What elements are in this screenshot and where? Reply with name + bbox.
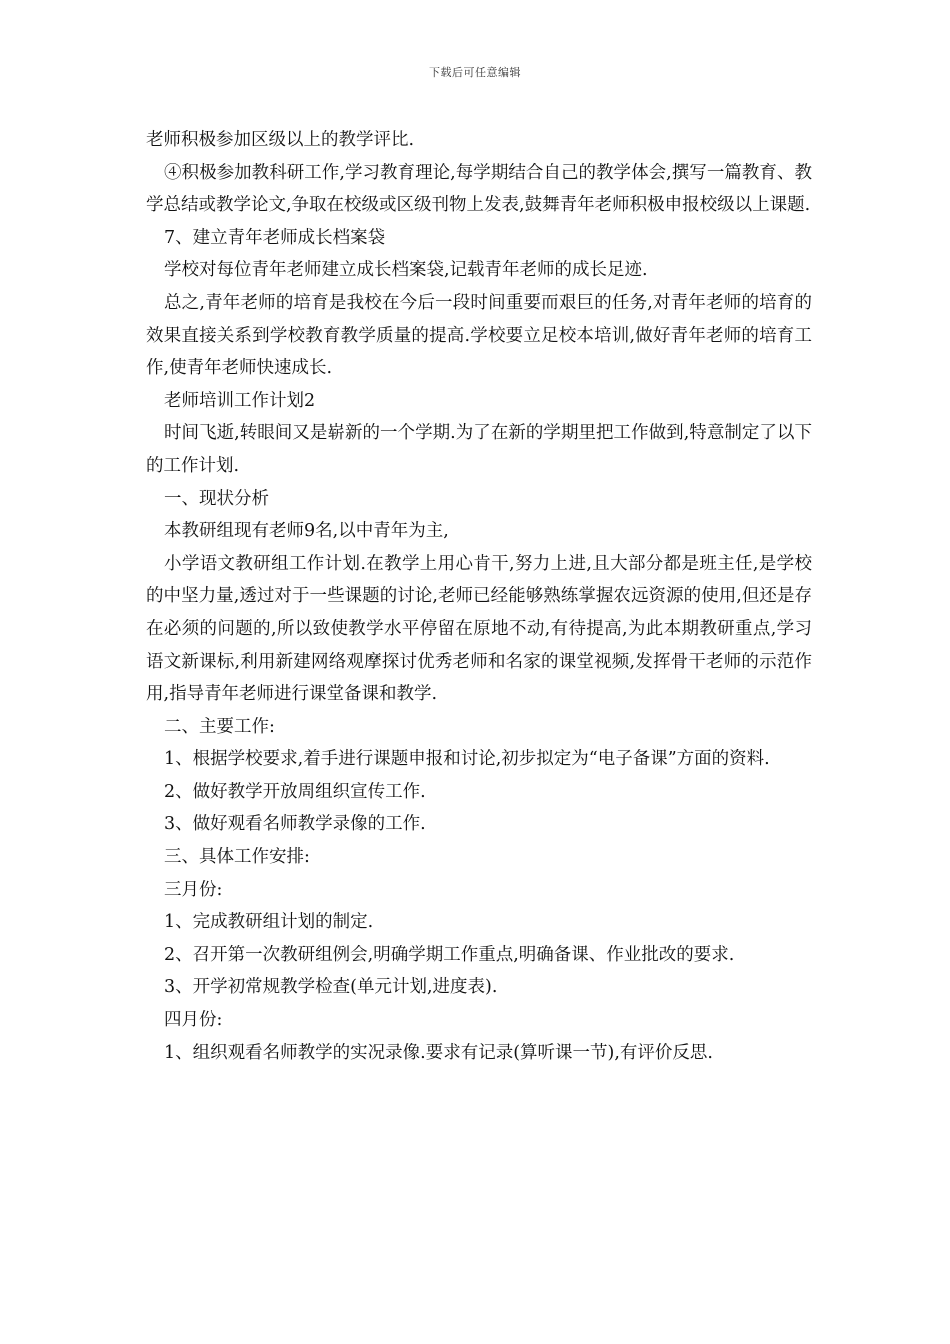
paragraph: 小学语文教研组工作计划.在教学上用心肯干,努力上进,且大部分都是班主任,是学校的中坚力量,透过对于一些课题的讨论,老师已经能够熟练掌握农远资源的使用,但还是存在必须的问题的,所以致使教学水平停留在原地不动,有待提高,为此本期教研重点,学习语文新课标,利用新建网络观摩探讨优秀老师和名家的课堂视频,发挥骨干老师的示范作用,指导青年老师进行课堂备课和教学.: [146, 553, 812, 705]
document-body: [146, 124, 812, 1069]
section-heading: 二、主要工作:: [164, 716, 275, 737]
month-heading: 三月份:: [164, 879, 223, 900]
paragraph: 学校对每位青年老师建立成长档案袋,记载青年老师的成长足迹.: [164, 260, 648, 281]
list-item: 1、完成教研组计划的制定.: [164, 912, 374, 933]
section-heading: 三、具体工作安排:: [164, 847, 310, 868]
list-item: 3、开学初常规教学检查(单元计划,进度表).: [164, 977, 498, 998]
paragraph: 时间飞逝,转眼间又是崭新的一个学期.为了在新的学期里把工作做到,特意制定了以下的工作计划.: [146, 423, 812, 476]
list-item: 2、做好教学开放周组织宣传工作.: [164, 781, 426, 802]
section-heading: 一、现状分析: [164, 488, 269, 509]
paragraph: 老师积极参加区级以上的教学评比.: [146, 130, 415, 150]
paragraph: 本教研组现有老师9名,以中青年为主,: [164, 521, 449, 542]
section-heading: 老师培训工作计划2: [164, 390, 316, 411]
page-header-note: 下载后可任意编辑: [429, 66, 521, 79]
paragraph: 总之,青年老师的培育是我校在今后一段时间重要而艰巨的任务,对青年老师的培育的效果直接关系到学校教育教学质量的提高.学校要立足校本培训,做好青年老师的培育工作,使青年老师快速成长.: [146, 292, 812, 379]
list-item: 1、根据学校要求,着手进行课题申报和讨论,初步拟定为“电子备课”方面的资料.: [164, 749, 770, 770]
list-item: 2、召开第一次教研组例会,明确学期工作重点,明确备课、作业批改的要求.: [164, 944, 735, 965]
month-heading: 四月份:: [164, 1010, 223, 1031]
paragraph: 7、建立青年老师成长档案袋: [164, 227, 386, 248]
paragraph: ④积极参加教科研工作,学习教育理论,每学期结合自己的教学体会,撰写一篇教育、教学总结或教学论文,争取在校级或区级刊物上发表,鼓舞青年老师积极申报校级以上课题.: [146, 162, 812, 216]
list-item: 3、做好观看名师教学录像的工作.: [164, 814, 426, 835]
list-item: 1、组织观看名师教学的实况录像.要求有记录(算听课一节),有评价反思.: [164, 1042, 713, 1063]
